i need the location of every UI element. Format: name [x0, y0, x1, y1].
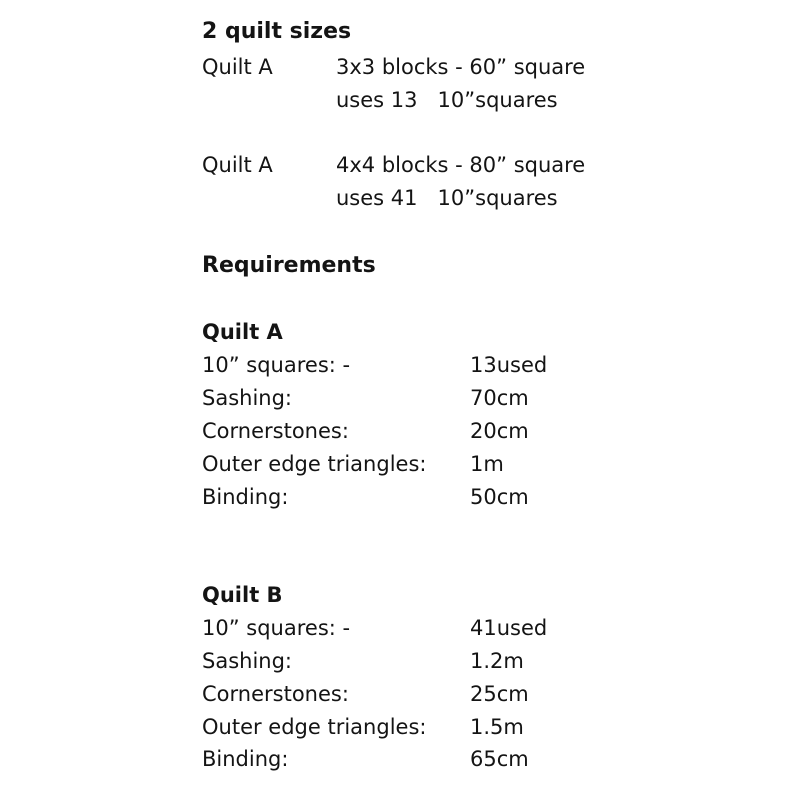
requirement-label: Outer edge triangles:: [202, 715, 427, 739]
requirement-value: 50cm: [470, 485, 529, 509]
size-entry-label: Quilt A: [202, 153, 273, 177]
requirement-label: Outer edge triangles:: [202, 452, 427, 476]
requirement-value: 1.2m: [470, 649, 524, 673]
requirement-value: 25cm: [470, 682, 529, 706]
requirement-label: 10” squares: -: [202, 616, 351, 640]
requirement-label: Binding:: [202, 485, 289, 509]
size-entry-usage: uses 41 10”squares: [336, 186, 558, 210]
requirement-label: Binding:: [202, 747, 289, 771]
quilt-a-title: Quilt A: [202, 320, 283, 344]
requirement-label: 10” squares: -: [202, 353, 351, 377]
requirement-label: Sashing:: [202, 649, 292, 673]
requirement-value: 1.5m: [470, 715, 524, 739]
requirement-value: 1m: [470, 452, 504, 476]
quilt-info-page: [202, 0, 762, 800]
requirement-label: Cornerstones:: [202, 419, 349, 443]
requirement-label: Cornerstones:: [202, 682, 349, 706]
quilt-sizes-heading: 2 quilt sizes: [202, 19, 352, 44]
requirement-value: 41used: [470, 616, 548, 640]
requirement-value: 70cm: [470, 386, 529, 410]
size-entry-label: Quilt A: [202, 55, 273, 79]
requirement-value: 65cm: [470, 747, 529, 771]
size-entry-blocks: 3x3 blocks - 60” square: [336, 55, 586, 79]
requirement-label: Sashing:: [202, 386, 292, 410]
requirements-heading: Requirements: [202, 253, 376, 278]
requirement-value: 20cm: [470, 419, 529, 443]
size-entry-usage: uses 13 10”squares: [336, 88, 558, 112]
quilt-b-title: Quilt B: [202, 583, 283, 607]
size-entry-blocks: 4x4 blocks - 80” square: [336, 153, 586, 177]
requirement-value: 13used: [470, 353, 548, 377]
